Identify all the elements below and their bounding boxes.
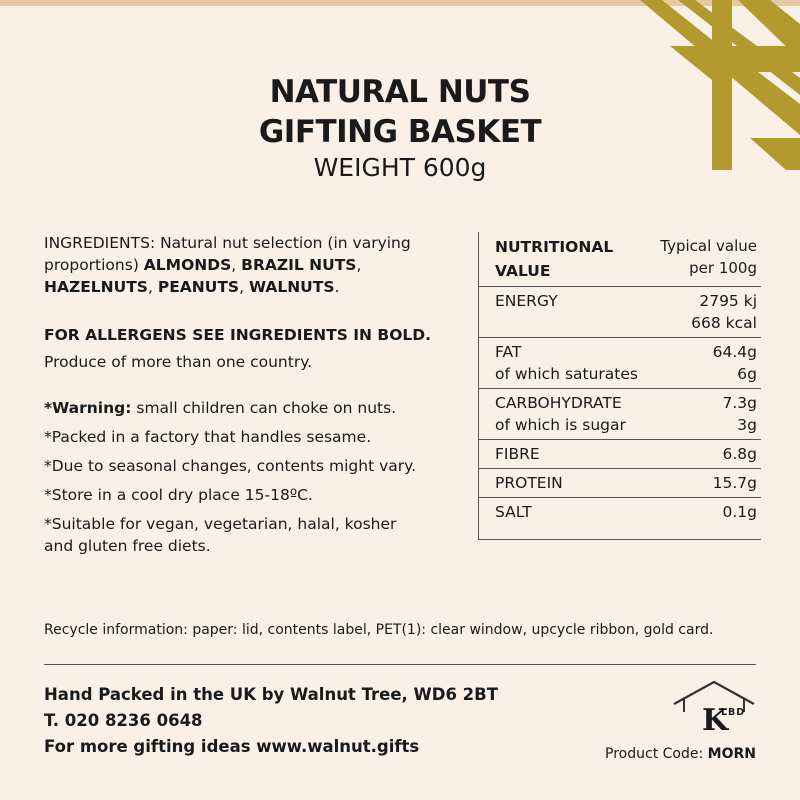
product-title-line-1: NATURAL NUTS: [269, 74, 531, 110]
notes-list: [44, 397, 464, 557]
salt-value: 0.1g: [722, 503, 757, 521]
saturates-label: of which saturates: [495, 365, 638, 383]
product-code: [605, 744, 756, 764]
nutrition-column-heading: [660, 235, 757, 279]
warning-text: small children can choke on nuts.: [131, 399, 397, 417]
carb-value: 7.3g: [722, 394, 757, 412]
warning-note: [44, 397, 464, 419]
ingredient-brazil-nuts: BRAZIL NUTS: [241, 256, 357, 274]
nutrition-row-fibre: [479, 439, 761, 468]
website-line: For more gifting ideas www.walnut.gifts: [44, 737, 420, 756]
energy-value: [691, 290, 757, 334]
logo-small-text: LBD: [721, 707, 746, 718]
nutrition-column-line-1: Typical value: [660, 237, 757, 255]
ingredient-separator: ,: [231, 256, 242, 274]
ingredient-separator: ,: [147, 278, 158, 296]
fat-values: [713, 341, 757, 385]
product-weight: WEIGHT 600g: [313, 153, 487, 182]
salt-label: SALT: [495, 503, 532, 521]
fibre-label: FIBRE: [495, 445, 540, 463]
nutrition-row-salt: [479, 497, 761, 539]
ingredient-walnuts: WALNUTS: [248, 278, 335, 296]
logo-letter: K: [702, 703, 729, 738]
fat-label: FAT: [495, 343, 522, 361]
ingredient-separator: ,: [356, 256, 362, 274]
house-roof-logo-icon: [672, 678, 756, 742]
packed-by-line: Hand Packed in the UK by Walnut Tree, WD6 2BT: [44, 685, 498, 704]
product-code-label: Product Code:: [605, 746, 708, 762]
fibre-value: 6.8g: [722, 445, 757, 463]
ingredients-text: [44, 232, 464, 298]
sugar-label: of which is sugar: [495, 416, 626, 434]
product-code-value: MORN: [707, 746, 756, 762]
footer-divider: [44, 664, 756, 665]
energy-label: ENERGY: [495, 292, 558, 310]
allergen-note: FOR ALLERGENS SEE INGREDIENTS IN BOLD.: [44, 326, 432, 344]
nutrition-row-energy: [479, 286, 761, 337]
nutrition-table: [478, 232, 761, 540]
ingredients-suffix: .: [334, 278, 340, 296]
saturates-value: 6g: [737, 365, 757, 383]
nutrition-row-fat: [479, 337, 761, 388]
nutrition-column-line-2: per 100g: [689, 259, 757, 277]
ingredients-panel: [44, 232, 464, 564]
ingredient-separator: ,: [239, 278, 249, 296]
storage-note: *Store in a cool dry place 15-18ºC.: [44, 486, 313, 504]
ingredients-prefix: INGREDIENTS: Natural nut selection (in varying proportions): [44, 234, 411, 274]
produce-note: Produce of more than one country.: [44, 353, 313, 371]
protein-value: 15.7g: [712, 474, 757, 492]
seasonal-note: *Due to seasonal changes, contents might vary.: [44, 457, 417, 475]
nutrition-header-row: [479, 232, 761, 286]
carb-labels: [495, 392, 626, 436]
nutrition-heading: [495, 235, 613, 283]
carb-label: CARBOHYDRATE: [495, 394, 622, 412]
ingredient-almonds: ALMONDS: [143, 256, 232, 274]
sugar-value: 3g: [737, 416, 757, 434]
energy-kcal: 668 kcal: [691, 314, 757, 332]
fat-value: 64.4g: [712, 343, 757, 361]
carb-values: [723, 392, 758, 436]
nutrition-heading-line-1: NUTRITIONAL: [495, 238, 614, 256]
footer-contact: [44, 682, 498, 760]
title-block: [0, 72, 800, 184]
diet-note-line-2: and gluten free diets.: [44, 537, 211, 555]
diet-note-line-1: *Suitable for vegan, vegetarian, halal, kosher: [44, 515, 397, 533]
diet-note: [44, 513, 464, 557]
product-title-line-2: GIFTING BASKET: [258, 114, 542, 150]
protein-label: PROTEIN: [495, 474, 563, 492]
ingredient-peanuts: PEANUTS: [157, 278, 240, 296]
fat-labels: [495, 341, 638, 385]
energy-kj: 2795 kj: [699, 292, 757, 310]
sesame-note: *Packed in a factory that handles sesame.: [44, 428, 372, 446]
recycle-information: Recycle information: paper: lid, contents label, PET(1): clear window, upcycle ribbon, gold card.: [44, 622, 714, 638]
warning-label: *Warning:: [44, 399, 132, 417]
nutrition-heading-line-2: VALUE: [495, 262, 551, 280]
ingredient-hazelnuts: HAZELNUTS: [44, 278, 148, 296]
nutrition-row-carbohydrate: [479, 388, 761, 439]
phone-line: T. 020 8236 0648: [44, 711, 203, 730]
nutrition-row-protein: [479, 468, 761, 497]
